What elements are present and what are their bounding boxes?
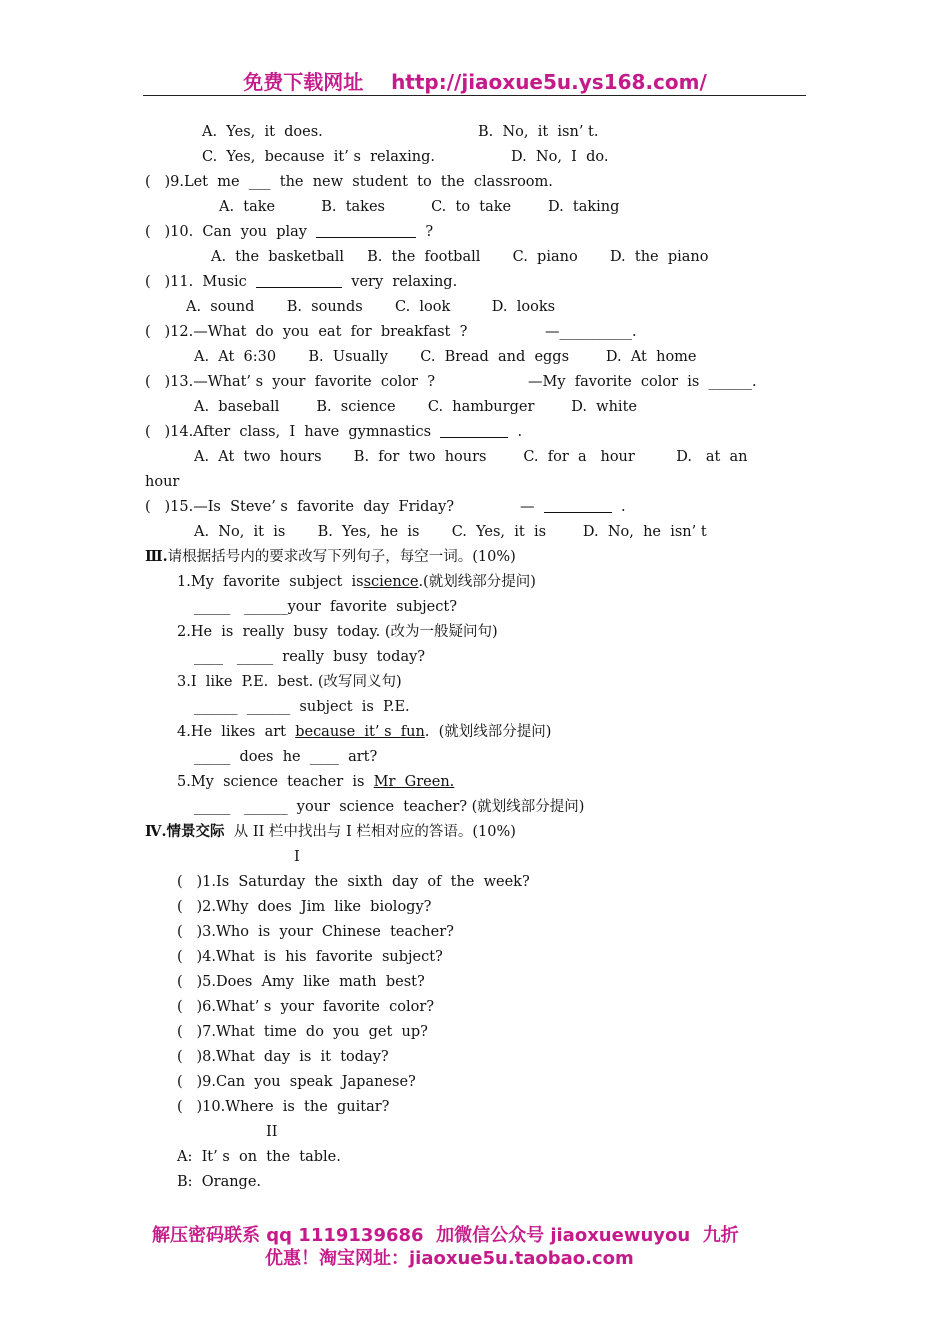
dialog-item: ( )5.Does Amy like math best? (177, 974, 425, 990)
column-1-heading: I (294, 849, 300, 865)
header-site-label: 免费下载网址 (243, 70, 364, 94)
header-url[interactable]: http://jiaoxue5u.ys168.com/ (391, 70, 707, 94)
question-10-stem: ( )10. Can you play (145, 224, 307, 240)
section-4-heading (145, 823, 516, 841)
page-header (0, 66, 950, 95)
question-10-options: A. the basketball B. the football C. piano D. the piano (211, 249, 709, 265)
dialog-item: ( )4.What is his favorite subject? (177, 949, 443, 965)
question-12: ( )12.—What do you eat for breakfast ? (145, 324, 468, 340)
answer-blank (440, 423, 508, 438)
question-14-options: A. At two hours B. for two hours C. for a hour D. at an (194, 449, 748, 465)
section-4-number: Ⅳ. (145, 823, 167, 840)
section-3-instruction: 请根据括号内的要求改写下列句子，每空一词。(10%) (167, 549, 516, 565)
rewrite-4 (177, 723, 551, 741)
question-11-options: A. sound B. sounds C. look D. looks (186, 299, 556, 315)
answer-item: B: Orange. (177, 1174, 262, 1190)
header-rule (143, 95, 806, 96)
question-15: ( )15.—Is Steve’ s favorite day Friday? (145, 499, 455, 515)
question-10 (145, 223, 433, 241)
question-14-wrap: hour (145, 474, 180, 490)
question-15-options: A. No, it is B. Yes, he is C. Yes, it is D. No, he isn’ t (194, 524, 707, 540)
question-10-end: ? (425, 224, 434, 240)
underlined-text: because it’ s fun (295, 724, 425, 740)
rewrite-1-stem: 1.My favorite subject is (177, 574, 364, 590)
question-12-options: A. At 6:30 B. Usually C. Bread and eggs D. At home (194, 349, 697, 365)
option-line: A. Yes, it does. (202, 124, 323, 140)
rewrite-5 (177, 773, 454, 791)
answer-blank (256, 273, 342, 288)
underlined-text: science (363, 574, 419, 590)
section-3-heading (145, 548, 516, 566)
footer-contact: 解压密码联系 qq 1119139686 加微信公众号 jiaoxuewuyou 九折 (152, 1225, 739, 1246)
question-14-end: . (517, 424, 523, 440)
rewrite-2-answer: ____ _____ really busy today? (194, 649, 426, 665)
rewrite-3-answer: ______ ______ subject is P.E. (194, 699, 410, 715)
rewrite-5-stem: 5.My science teacher is (177, 774, 365, 790)
dialog-item: ( )10.Where is the guitar? (177, 1099, 390, 1115)
dialog-item: ( )3.Who is your Chinese teacher? (177, 924, 454, 940)
column-2-heading: II (266, 1124, 278, 1140)
rewrite-1-answer: _____ ______your favorite subject? (194, 599, 457, 615)
answer-blank (544, 498, 612, 513)
rewrite-1 (177, 573, 536, 591)
question-11-end: very relaxing. (351, 274, 458, 290)
rewrite-4-stem: 4.He likes art (177, 724, 286, 740)
question-11 (145, 273, 457, 291)
question-15-dash: — (520, 499, 535, 515)
question-11-stem: ( )11. Music (145, 274, 247, 290)
dialog-item: ( )2.Why does Jim like biology? (177, 899, 432, 915)
question-15-answer (520, 498, 626, 516)
dialog-item: ( )6.What’ s your favorite color? (177, 999, 435, 1015)
section-3-number: Ⅲ. (145, 548, 168, 565)
question-9-options: A. take B. takes C. to take D. taking (219, 199, 620, 215)
question-13-options: A. baseball B. science C. hamburger D. white (194, 399, 637, 415)
question-14 (145, 423, 522, 441)
dialog-item: ( )7.What time do you get up? (177, 1024, 428, 1040)
dialog-item: ( )9.Can you speak Japanese? (177, 1074, 416, 1090)
option-line: C. Yes, because it’ s relaxing. (202, 149, 435, 165)
underlined-text: Mr Green. (373, 774, 455, 790)
question-9: ( )9.Let me ___ the new student to the classroom. (145, 174, 553, 190)
section-4-instruction: 从 II 栏中找出与 I 栏相对应的答语。(10%) (224, 824, 516, 840)
answer-item: A: It’ s on the table. (177, 1149, 341, 1165)
answer-blank (316, 223, 416, 238)
rewrite-2: 2.He is really busy today. (改为一般疑问句) (177, 624, 498, 640)
question-15-end: . (620, 499, 626, 515)
section-4-title: 情景交际 (166, 823, 225, 840)
rewrite-1-end: .(就划线部分提问) (418, 574, 536, 590)
rewrite-3: 3.I like P.E. best. (改写同义句) (177, 674, 402, 690)
dialog-item: ( )8.What day is it today? (177, 1049, 389, 1065)
question-12-answer: —__________. (545, 324, 637, 340)
dialog-item: ( )1.Is Saturday the sixth day of the week? (177, 874, 530, 890)
rewrite-5-answer: _____ ______ your science teacher? (就划线部分提问) (194, 799, 585, 815)
question-13-answer: —My favorite color is ______. (528, 374, 757, 390)
option-line: B. No, it isn’ t. (478, 124, 599, 140)
option-line: D. No, I do. (511, 149, 609, 165)
question-13: ( )13.—What’ s your favorite color ? (145, 374, 435, 390)
rewrite-4-end: . (就划线部分提问) (424, 724, 552, 740)
question-14-stem: ( )14.After class, I have gymnastics (145, 424, 432, 440)
footer-shop-link[interactable]: 优惠！淘宝网址：jiaoxue5u.taobao.com (265, 1248, 634, 1269)
rewrite-4-answer: _____ does he ____ art? (194, 749, 378, 765)
